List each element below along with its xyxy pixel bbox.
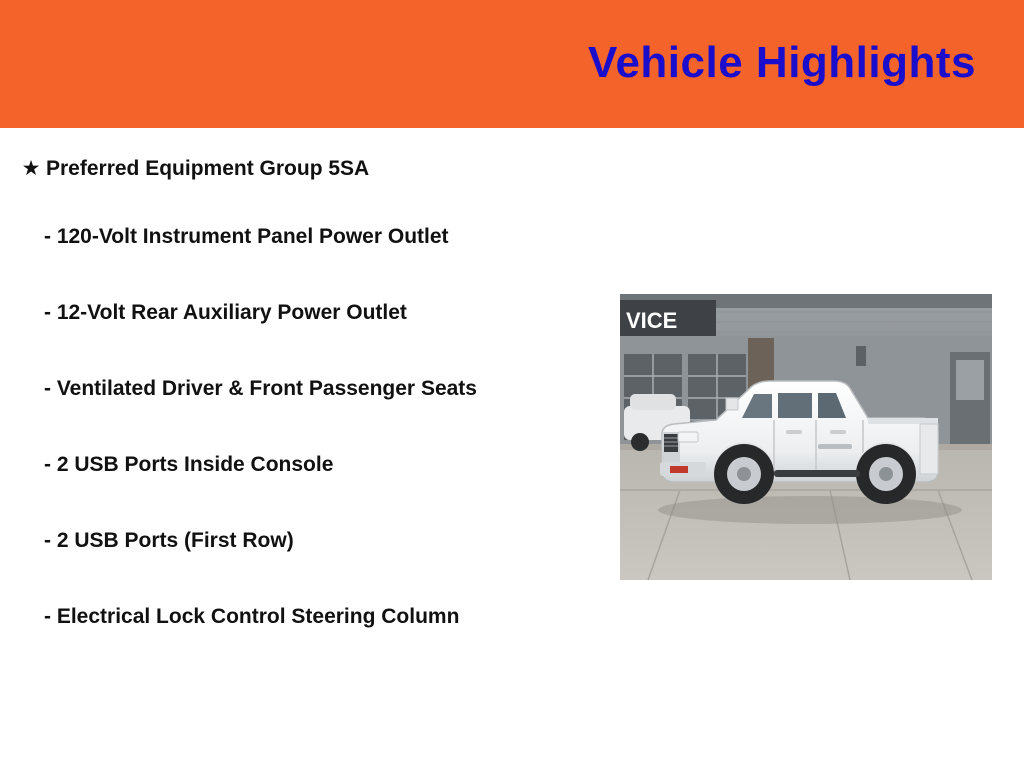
list-item: - Ventilated Driver & Front Passenger Seats [44, 377, 477, 400]
content-area [0, 128, 620, 768]
list-item: - 2 USB Ports Inside Console [44, 453, 334, 476]
white-pickup-truck-photo [620, 294, 992, 580]
bullet-heading-label: Preferred Equipment Group 5SA [46, 157, 370, 180]
list-item: - 2 USB Ports (First Row) [44, 529, 294, 552]
list-item: - 120-Volt Instrument Panel Power Outlet [44, 225, 449, 248]
page-title: Vehicle Highlights [588, 38, 976, 87]
star-icon: ★ [21, 157, 41, 180]
bullet-heading [18, 156, 369, 182]
list-item: - 12-Volt Rear Auxiliary Power Outlet [44, 301, 407, 324]
svg-text:VICE: VICE [626, 308, 678, 333]
sub-list [44, 220, 584, 634]
list-item: - Electrical Lock Control Steering Column [44, 605, 460, 628]
